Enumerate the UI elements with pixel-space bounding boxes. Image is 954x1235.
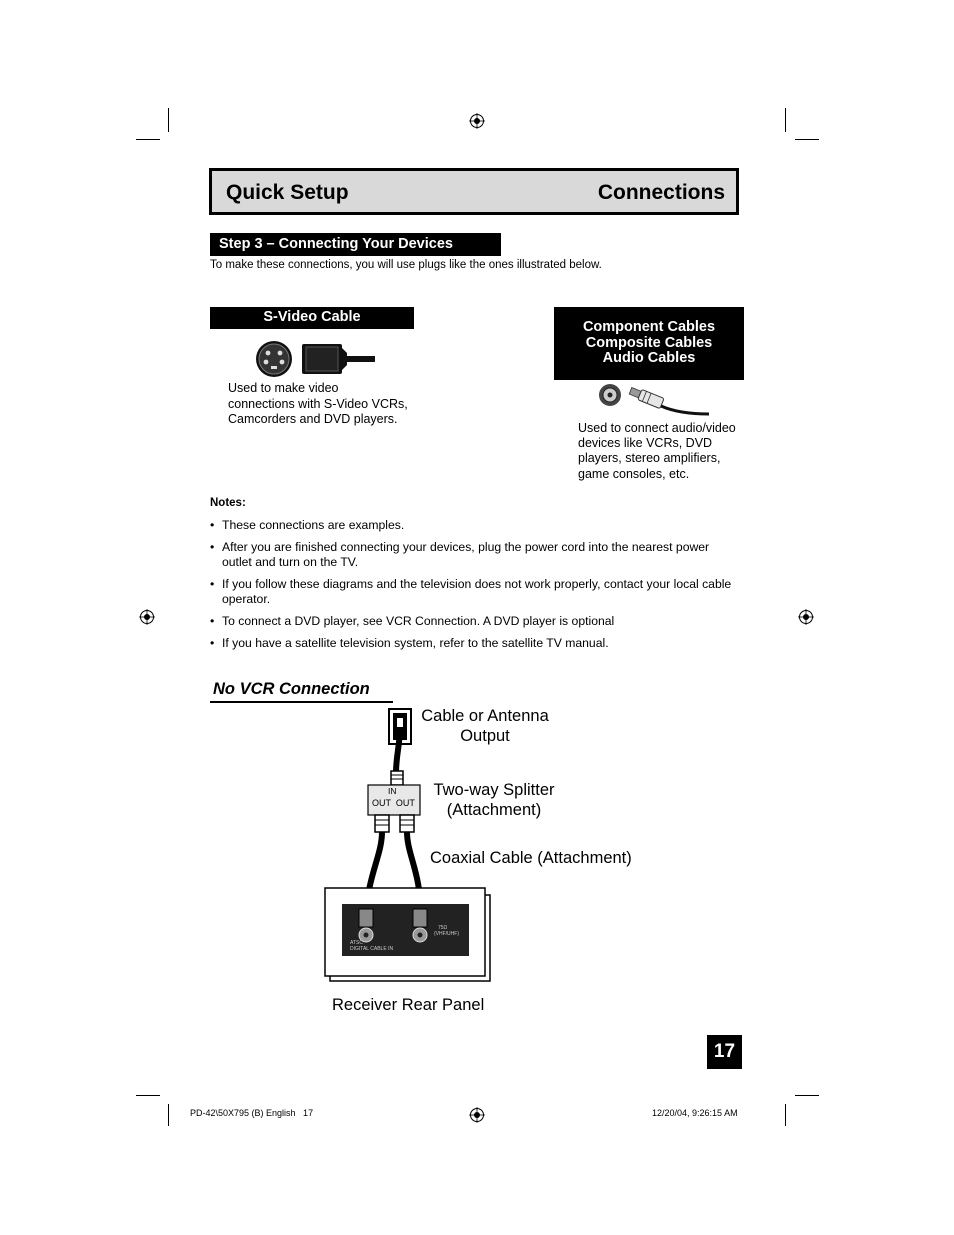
bullet: • — [210, 540, 215, 554]
panel-digital-cable-label: DIGITAL CABLE IN — [350, 946, 394, 952]
cable-antenna-label: Cable or Antenna Output — [421, 707, 549, 745]
panel-vhf-uhf-label: (VHF/UHF) — [434, 931, 459, 937]
header-left-title: Quick Setup — [226, 181, 349, 204]
receiver-label: Receiver Rear Panel — [332, 996, 485, 1014]
bullet: • — [210, 577, 215, 591]
splitter-out-label: OUT OUT — [372, 798, 415, 808]
coax-label: Coaxial Cable (Attachment) — [430, 849, 632, 867]
notes-title: Notes: — [210, 497, 246, 509]
step-title: Step 3 – Connecting Your Devices — [210, 233, 501, 256]
component-line-2: Composite Cables — [585, 334, 713, 351]
note-item: • After you are finished connecting your devices, plug the power cord into the nearest power outlet and turn on the TV. — [210, 540, 710, 570]
page-number: 17 — [707, 1035, 742, 1069]
note-item: • If you follow these diagrams and the television does not work properly, contact your local cable operator. — [210, 577, 732, 607]
intro-text: To make these connections, you will use plugs like the ones illustrated below. — [210, 259, 602, 271]
crop-mark — [168, 108, 169, 132]
connection-diagram — [320, 705, 495, 985]
header-bar — [209, 168, 739, 215]
crop-mark — [785, 108, 786, 132]
registration-mark-icon — [469, 1107, 485, 1123]
note-item: • These connections are examples. — [210, 518, 405, 532]
crop-mark — [136, 139, 160, 140]
registration-mark-icon — [798, 609, 814, 625]
crop-mark — [785, 1104, 786, 1126]
rca-plug-icon — [597, 384, 712, 418]
component-cables-box — [554, 307, 744, 380]
crop-mark — [168, 1104, 169, 1126]
bullet: • — [210, 614, 215, 628]
panel-75ohm-label: 75Ω — [438, 925, 448, 931]
no-vcr-title: No VCR Connection — [213, 680, 370, 698]
crop-mark — [795, 139, 819, 140]
crop-mark — [136, 1095, 160, 1096]
crop-mark — [795, 1095, 819, 1096]
splitter-label: Two-way Splitter (Attachment) — [433, 781, 555, 819]
note-item: • To connect a DVD player, see VCR Connection. A DVD player is optional — [210, 614, 615, 628]
registration-mark-icon — [139, 609, 155, 625]
section-underline — [210, 701, 393, 703]
registration-mark-icon — [469, 113, 485, 129]
component-line-3: Audio Cables — [602, 350, 696, 366]
note-item: • If you have a satellite television system, refer to the satellite TV manual. — [210, 636, 609, 650]
bullet: • — [210, 518, 215, 532]
footer-right: 12/20/04, 9:26:15 AM — [652, 1108, 738, 1118]
svideo-description: Used to make video connections with S-Video VCRs, Camcorders and DVD players. — [228, 381, 408, 426]
component-description: Used to connect audio/video devices like VCRs, DVD players, stereo amplifiers, game consoles, etc. — [578, 421, 736, 481]
splitter-in-label: IN — [388, 786, 397, 796]
header-right-title: Connections — [597, 181, 725, 204]
bullet: • — [210, 636, 215, 650]
footer-left: PD-42\50X795 (B) English 17 — [190, 1108, 314, 1118]
svideo-plug-icon — [255, 340, 377, 378]
svideo-title: S-Video Cable — [210, 307, 414, 329]
component-line-1: Component Cables — [582, 319, 716, 335]
panel-atsc-label: ATSC — [350, 940, 363, 946]
